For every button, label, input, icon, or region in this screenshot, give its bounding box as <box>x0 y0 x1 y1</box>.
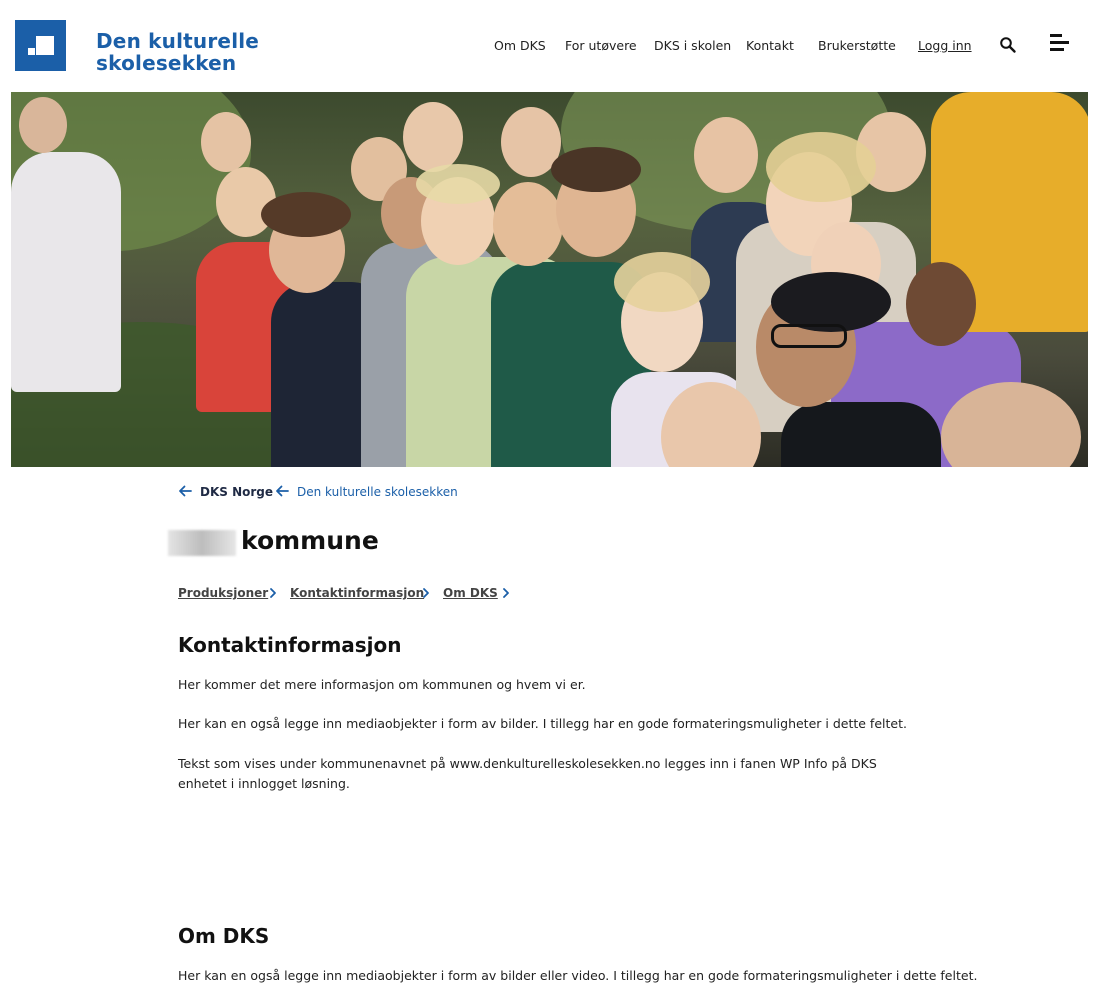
login-link[interactable]: Logg inn <box>918 38 972 53</box>
back-link-label: Den kulturelle skolesekken <box>297 485 458 499</box>
contact-paragraph-1: Her kommer det mere informasjon om kommunen og hvem vi er. <box>178 677 586 692</box>
contact-heading: Kontaktinformasjon <box>178 633 402 657</box>
logo-line-2: skolesekken <box>96 51 237 75</box>
nav-item-om-dks[interactable]: Om DKS <box>494 38 546 53</box>
nav-item-kontakt[interactable]: Kontakt <box>746 38 794 53</box>
tab-om-dks[interactable]: Om DKS <box>443 586 498 600</box>
child-hair <box>614 252 710 312</box>
hero-image <box>11 92 1088 467</box>
site-header <box>0 0 1105 92</box>
chevron-right-icon <box>421 587 431 599</box>
nav-item-brukerstotte[interactable]: Brukerstøtte <box>818 38 896 53</box>
page-title: kommune <box>241 526 379 555</box>
child-face <box>19 97 67 153</box>
nav-item-for-utovere[interactable]: For utøvere <box>565 38 637 53</box>
child-hair <box>551 147 641 192</box>
child-hair <box>771 272 891 332</box>
child-face <box>403 102 463 172</box>
arrow-left-icon <box>178 484 192 498</box>
contact-paragraph-2: Her kan en også legge inn mediaobjekter i form av bilder. I tillegg har en gode formateringsmuligheter i dette feltet. <box>178 716 907 731</box>
glasses <box>771 324 847 348</box>
chevron-right-icon <box>268 587 278 599</box>
contact-paragraph-3: Tekst som vises under kommunenavnet på www.denkulturelleskolesekken.no legges inn i fanen WP Info på DKS enhetet i innlogget løsning. <box>178 756 877 791</box>
menu-icon[interactable] <box>1050 34 1070 52</box>
child-hair <box>261 192 351 237</box>
child-shirt <box>11 152 121 392</box>
logo-line-1: Den kulturelle <box>96 29 260 53</box>
child-face <box>201 112 251 172</box>
main-nav <box>0 38 1105 58</box>
about-heading: Om DKS <box>178 924 270 948</box>
redacted-municipality-name <box>168 530 236 556</box>
chevron-right-icon <box>501 587 511 599</box>
nav-item-dks-i-skolen[interactable]: DKS i skolen <box>654 38 732 53</box>
child-face <box>493 182 563 266</box>
child-hair <box>766 132 876 202</box>
back-link-dks[interactable] <box>275 484 458 499</box>
search-icon[interactable] <box>999 36 1017 54</box>
child-shirt <box>781 402 941 467</box>
back-link-dks-norge[interactable] <box>178 484 273 499</box>
tab-produksjoner[interactable]: Produksjoner <box>178 586 269 600</box>
back-link-label: DKS Norge <box>200 485 274 499</box>
child-hair <box>416 164 500 204</box>
about-paragraph-1: Her kan en også legge inn mediaobjekter i form av bilder eller video. I tillegg har en gode formateringsmuligheter i dette feltet. <box>178 968 978 983</box>
child-face <box>694 117 758 193</box>
arrow-left-icon <box>275 484 289 498</box>
tab-kontaktinformasjon[interactable]: Kontaktinformasjon <box>290 586 425 600</box>
child-face <box>906 262 976 346</box>
